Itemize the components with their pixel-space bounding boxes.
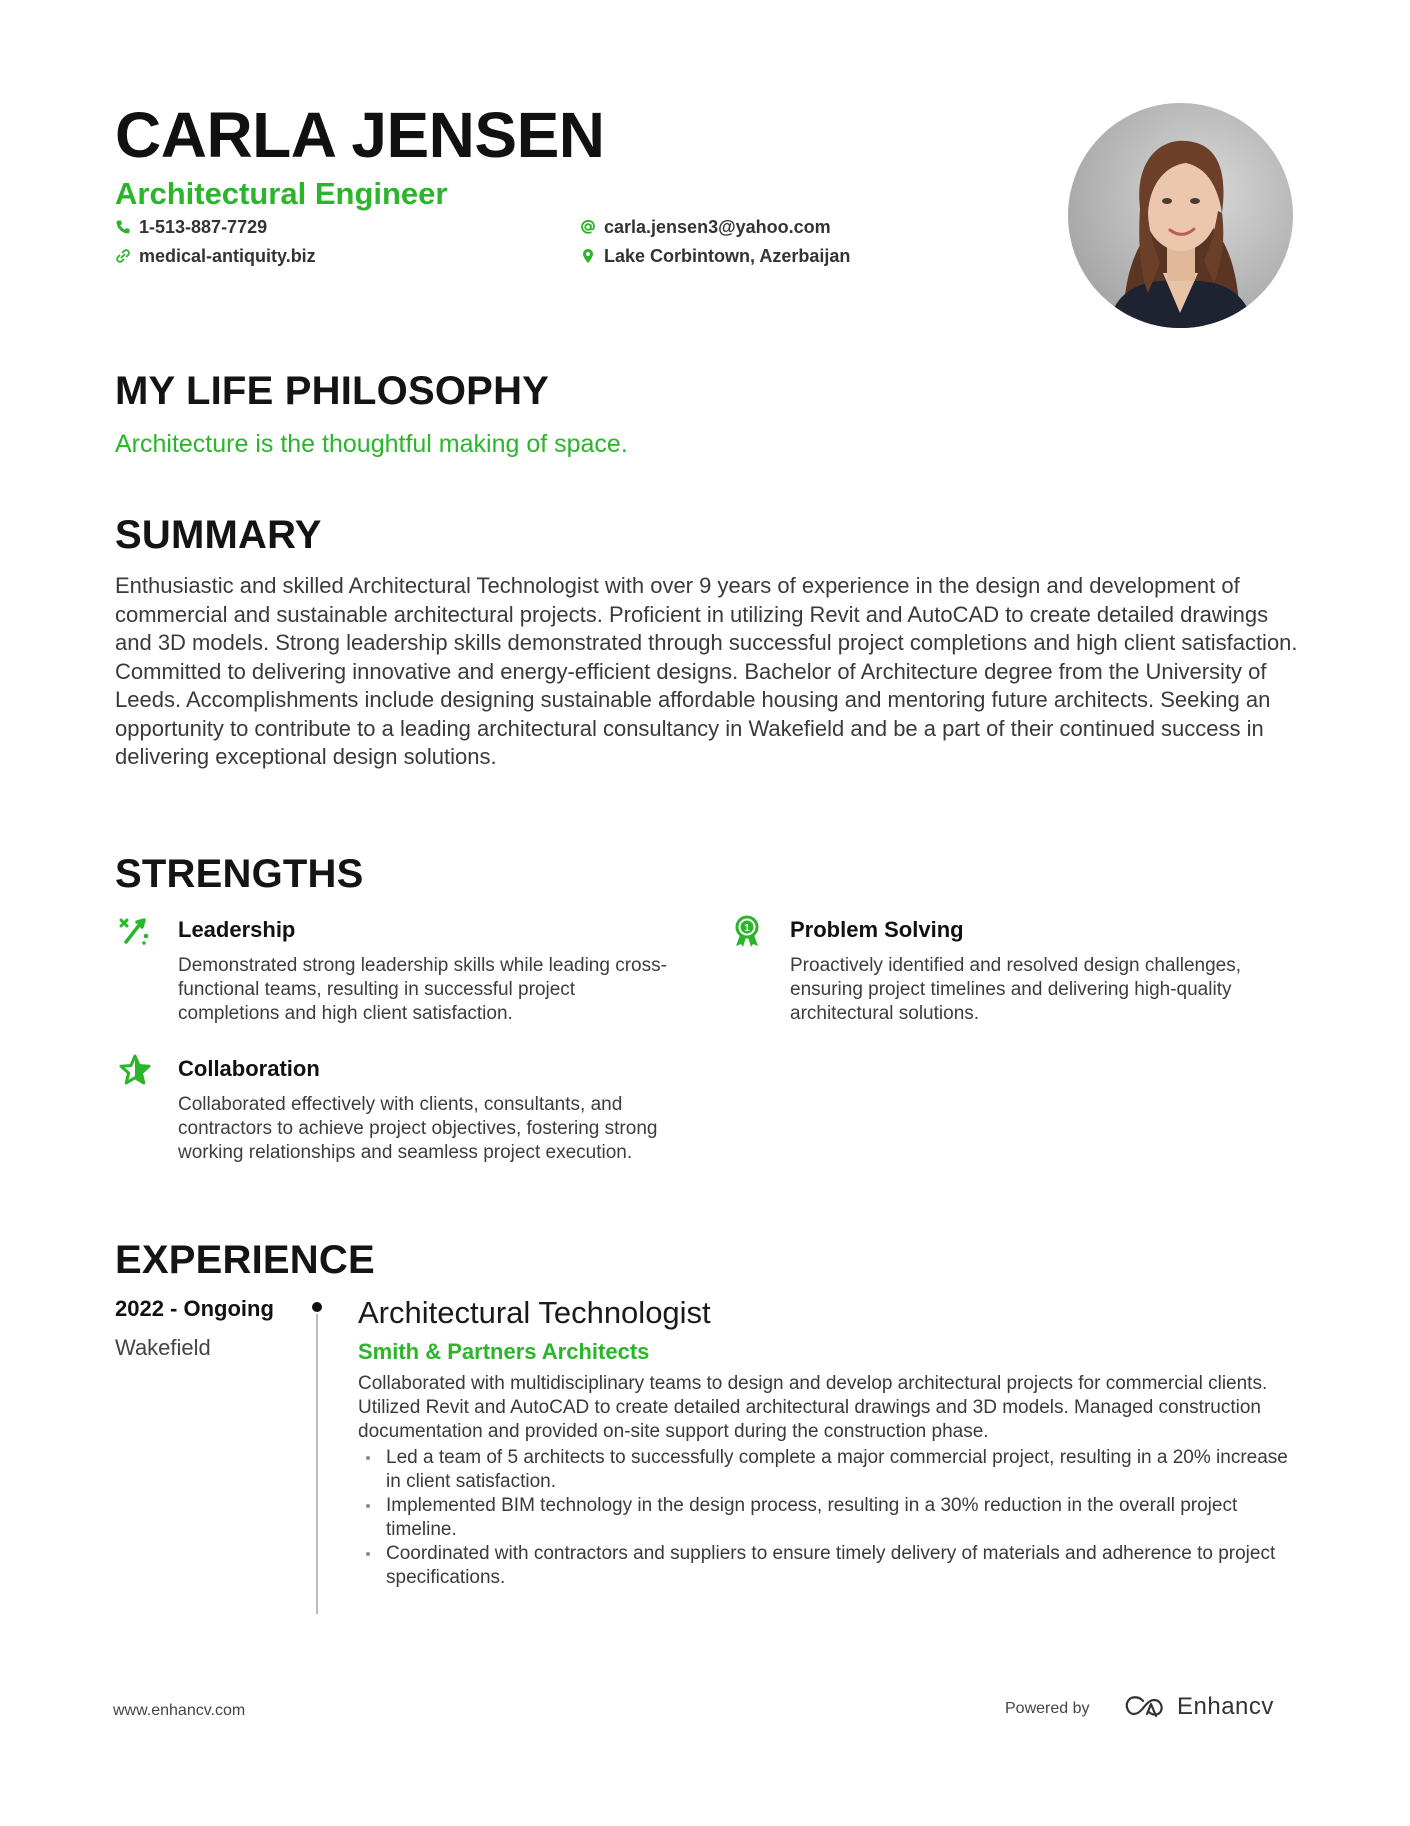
contact-website[interactable] <box>115 245 316 267</box>
website-text: medical-antiquity.biz <box>139 246 316 266</box>
bullet-dot <box>366 1456 370 1460</box>
contact-email[interactable] <box>580 216 831 238</box>
candidate-title: Architectural Engineer <box>115 176 448 211</box>
experience-bullets <box>358 1446 1298 1590</box>
summary-heading: SUMMARY <box>115 513 322 557</box>
strength-description: Proactively identified and resolved design challenges, ensuring project timelines and delivering high-quality architectural solutions. <box>790 955 1241 1024</box>
philosophy-heading: MY LIFE PHILOSOPHY <box>115 369 550 413</box>
contact-location <box>580 245 850 267</box>
bullet-text: Led a team of 5 architects to successfully complete a major commercial project, resulting in a 20% increase in client satisfaction. <box>386 1447 1288 1492</box>
list-item <box>358 1542 1298 1590</box>
strength-title: Problem Solving <box>790 917 964 942</box>
experience-dates: 2022 - Ongoing <box>115 1296 274 1321</box>
strength-description: Demonstrated strong leadership skills while leading cross-functional teams, resulting in successful project completions and high client satisfaction. <box>178 955 667 1024</box>
timeline-line <box>316 1314 318 1614</box>
experience-description: Collaborated with multidisciplinary teams to design and develop architectural projects for commercial clients. Utilized Revit and AutoCAD to create detailed architectural drawings and 3D models. Managed construction documentation and provided on-site support during the construction phase. <box>358 1373 1268 1442</box>
experience-company: Smith & Partners Architects <box>358 1339 650 1364</box>
email-text: carla.jensen3@yahoo.com <box>604 217 831 237</box>
powered-by-label: Powered by <box>1005 1700 1090 1717</box>
link-icon <box>115 248 131 264</box>
location-text: Lake Corbintown, Azerbaijan <box>604 246 851 266</box>
bullet-dot <box>366 1552 370 1556</box>
strength-description: Collaborated effectively with clients, consultants, and contractors to achieve project objectives, fostering strong working relationships and seamless project execution. <box>178 1094 658 1163</box>
experience-heading: EXPERIENCE <box>115 1238 375 1282</box>
award-ribbon-icon <box>730 914 764 948</box>
strength-title: Leadership <box>178 917 296 942</box>
list-item <box>358 1494 1298 1542</box>
star-icon <box>118 1053 152 1087</box>
phone-text: 1-513-887-7729 <box>139 217 268 237</box>
strengths-heading: STRENGTHS <box>115 852 364 896</box>
bullet-text: Coordinated with contractors and suppliers to ensure timely delivery of materials and adherence to project specifications. <box>386 1543 1276 1588</box>
contact-phone[interactable] <box>115 216 267 238</box>
brand-name: Enhancv <box>1177 1693 1274 1720</box>
experience-role: Architectural Technologist <box>358 1295 711 1330</box>
svg-text:1: 1 <box>744 923 750 934</box>
candidate-name: CARLA JENSEN <box>115 99 605 171</box>
strength-title: Collaboration <box>178 1056 320 1081</box>
philosophy-text: Architecture is the thoughtful making of space. <box>115 430 628 458</box>
wand-icon <box>118 914 152 948</box>
location-pin-icon <box>580 248 596 264</box>
list-item <box>358 1446 1298 1494</box>
enhancv-logo[interactable] <box>1123 1692 1274 1722</box>
summary-text: Enthusiastic and skilled Architectural Technologist with over 9 years of experience in the design and development of commercial and sustainable architectural projects. Proficient in utilizing Revit and AutoCAD to create detailed drawings and 3D models. Strong leadership skills demonstrated through successful project completions and high client satisfaction. Committed to delivering innovative and energy-efficient designs. Bachelor of Architecture degree from the University of Leeds. Accomplishments include designing sustainable affordable housing and mentoring future architects. Seeking an opportunity to contribute to a leading architectural consultancy in Wakefield and be a part of their continued success in delivering exceptional design solutions. <box>115 573 1298 769</box>
bullet-text: Implemented BIM technology in the design process, resulting in a 30% reduction in the overall project timeline. <box>386 1495 1238 1540</box>
profile-photo <box>1068 103 1293 328</box>
experience-location: Wakefield <box>115 1335 211 1360</box>
phone-icon <box>115 219 131 235</box>
timeline-dot <box>312 1302 322 1312</box>
bullet-dot <box>366 1504 370 1508</box>
enhancv-logo-icon <box>1123 1694 1169 1720</box>
at-sign-icon <box>580 219 596 235</box>
footer-url[interactable]: www.enhancv.com <box>113 1702 246 1719</box>
